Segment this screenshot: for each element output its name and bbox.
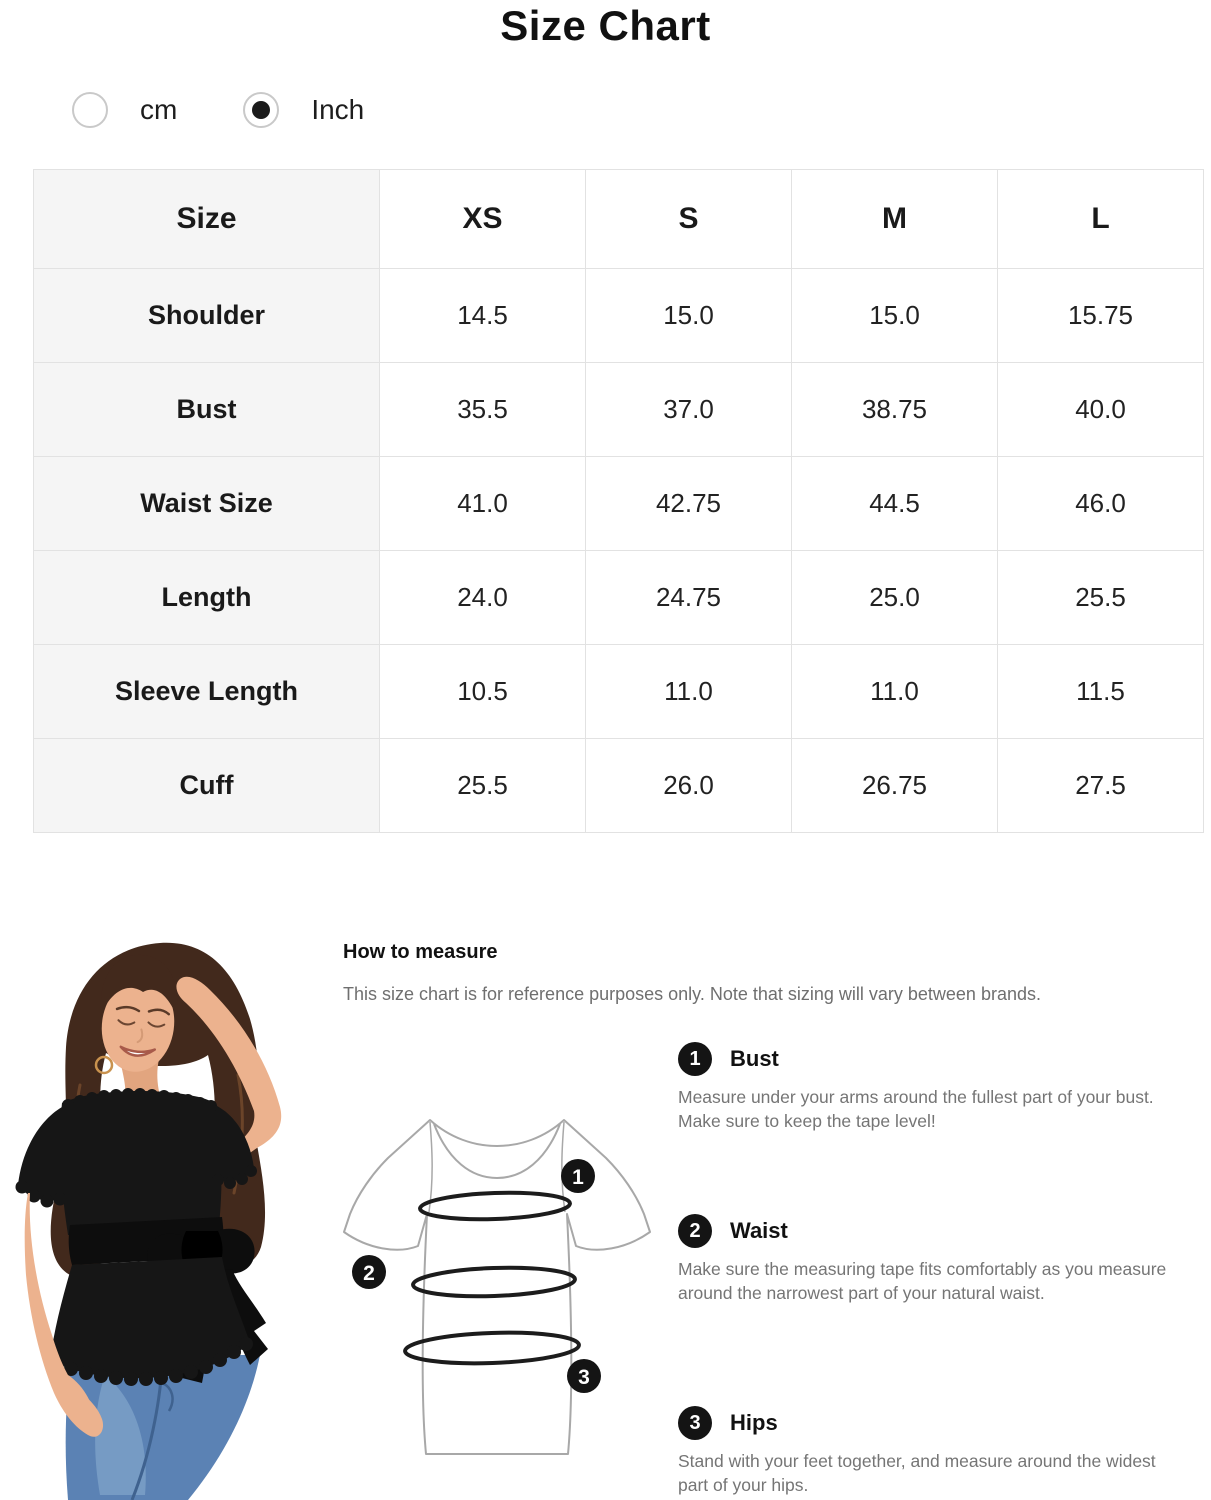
row-label: Shoulder bbox=[34, 269, 380, 363]
row-label: Sleeve Length bbox=[34, 645, 380, 739]
step-waist bbox=[678, 1214, 1178, 1305]
page-title: Size Chart bbox=[500, 2, 711, 49]
size-value-cell: 25.0 bbox=[792, 551, 998, 645]
diagram-badge-1 bbox=[561, 1159, 595, 1193]
size-value-cell: 42.75 bbox=[586, 457, 792, 551]
size-column-header: L bbox=[998, 170, 1204, 269]
size-value-cell: 25.5 bbox=[380, 739, 586, 833]
step-header bbox=[678, 1042, 1178, 1076]
size-value-cell: 26.0 bbox=[586, 739, 792, 833]
size-value-cell: 11.0 bbox=[792, 645, 998, 739]
diagram-badge-2 bbox=[352, 1255, 386, 1289]
measure-steps bbox=[678, 0, 1178, 1500]
product-photo bbox=[10, 935, 332, 1500]
size-value-cell: 37.0 bbox=[586, 363, 792, 457]
step-hips bbox=[678, 1406, 1178, 1497]
step-header bbox=[678, 1214, 1178, 1248]
row-label: Cuff bbox=[34, 739, 380, 833]
size-value-cell: 10.5 bbox=[380, 645, 586, 739]
step-description: Measure under your arms around the fullest part of your bust. Make sure to keep the tape level! bbox=[678, 1087, 1154, 1131]
size-value-cell: 27.5 bbox=[998, 739, 1204, 833]
step-label: Waist bbox=[730, 1218, 788, 1243]
diagram-shirt-outline bbox=[344, 1120, 650, 1454]
size-value-cell: 41.0 bbox=[380, 457, 586, 551]
size-value-cell: 11.0 bbox=[586, 645, 792, 739]
size-value-cell: 24.0 bbox=[380, 551, 586, 645]
step-number-badge-icon: 2 bbox=[678, 1214, 712, 1248]
step-description: Make sure the measuring tape fits comfortably as you measure around the narrowest part of your natural waist. bbox=[678, 1259, 1167, 1303]
step-description: Stand with your feet together, and measure around the widest part of your hips. bbox=[678, 1451, 1156, 1495]
size-value-cell: 35.5 bbox=[380, 363, 586, 457]
size-value-cell: 44.5 bbox=[792, 457, 998, 551]
unit-label-cm[interactable]: cm bbox=[140, 94, 178, 125]
size-value-cell: 25.5 bbox=[998, 551, 1204, 645]
size-value-cell: 15.75 bbox=[998, 269, 1204, 363]
table-corner-header: Size bbox=[34, 170, 380, 269]
size-value-cell: 24.75 bbox=[586, 551, 792, 645]
how-to-measure-note: This size chart is for reference purposes only. Note that sizing will vary between brands. bbox=[343, 984, 1041, 1004]
size-value-cell: 40.0 bbox=[998, 363, 1204, 457]
step-label: Bust bbox=[730, 1046, 779, 1071]
size-column-header: S bbox=[586, 170, 792, 269]
step-number-badge-icon: 3 bbox=[678, 1406, 712, 1440]
size-value-cell: 15.0 bbox=[792, 269, 998, 363]
step-label: Hips bbox=[730, 1410, 778, 1435]
radio-checked-icon[interactable] bbox=[243, 92, 279, 128]
size-column-header: M bbox=[792, 170, 998, 269]
size-value-cell: 46.0 bbox=[998, 457, 1204, 551]
how-to-measure-heading: How to measure bbox=[343, 941, 498, 963]
diagram-badge-3 bbox=[567, 1359, 601, 1393]
size-value-cell: 11.5 bbox=[998, 645, 1204, 739]
step-header bbox=[678, 1406, 1178, 1440]
size-value-cell: 38.75 bbox=[792, 363, 998, 457]
size-value-cell: 14.5 bbox=[380, 269, 586, 363]
diagram-badge-number-1: 1 bbox=[572, 1166, 584, 1189]
radio-unchecked-icon[interactable] bbox=[72, 92, 108, 128]
diagram-badge-number-2: 2 bbox=[363, 1262, 375, 1285]
radio-dot bbox=[252, 101, 270, 119]
step-bust bbox=[678, 1042, 1178, 1133]
size-column-header: XS bbox=[380, 170, 586, 269]
unit-label-inch[interactable]: Inch bbox=[311, 94, 365, 125]
row-label: Bust bbox=[34, 363, 380, 457]
step-number-badge-icon: 1 bbox=[678, 1042, 712, 1076]
unit-toggle bbox=[72, 92, 364, 128]
unit-option-cm[interactable] bbox=[72, 92, 177, 128]
size-value-cell: 15.0 bbox=[586, 269, 792, 363]
diagram-badge-number-3: 3 bbox=[578, 1366, 590, 1389]
measurement-diagram bbox=[332, 1060, 662, 1500]
size-value-cell: 26.75 bbox=[792, 739, 998, 833]
row-label: Waist Size bbox=[34, 457, 380, 551]
unit-option-inch[interactable] bbox=[243, 92, 364, 128]
row-label: Length bbox=[34, 551, 380, 645]
